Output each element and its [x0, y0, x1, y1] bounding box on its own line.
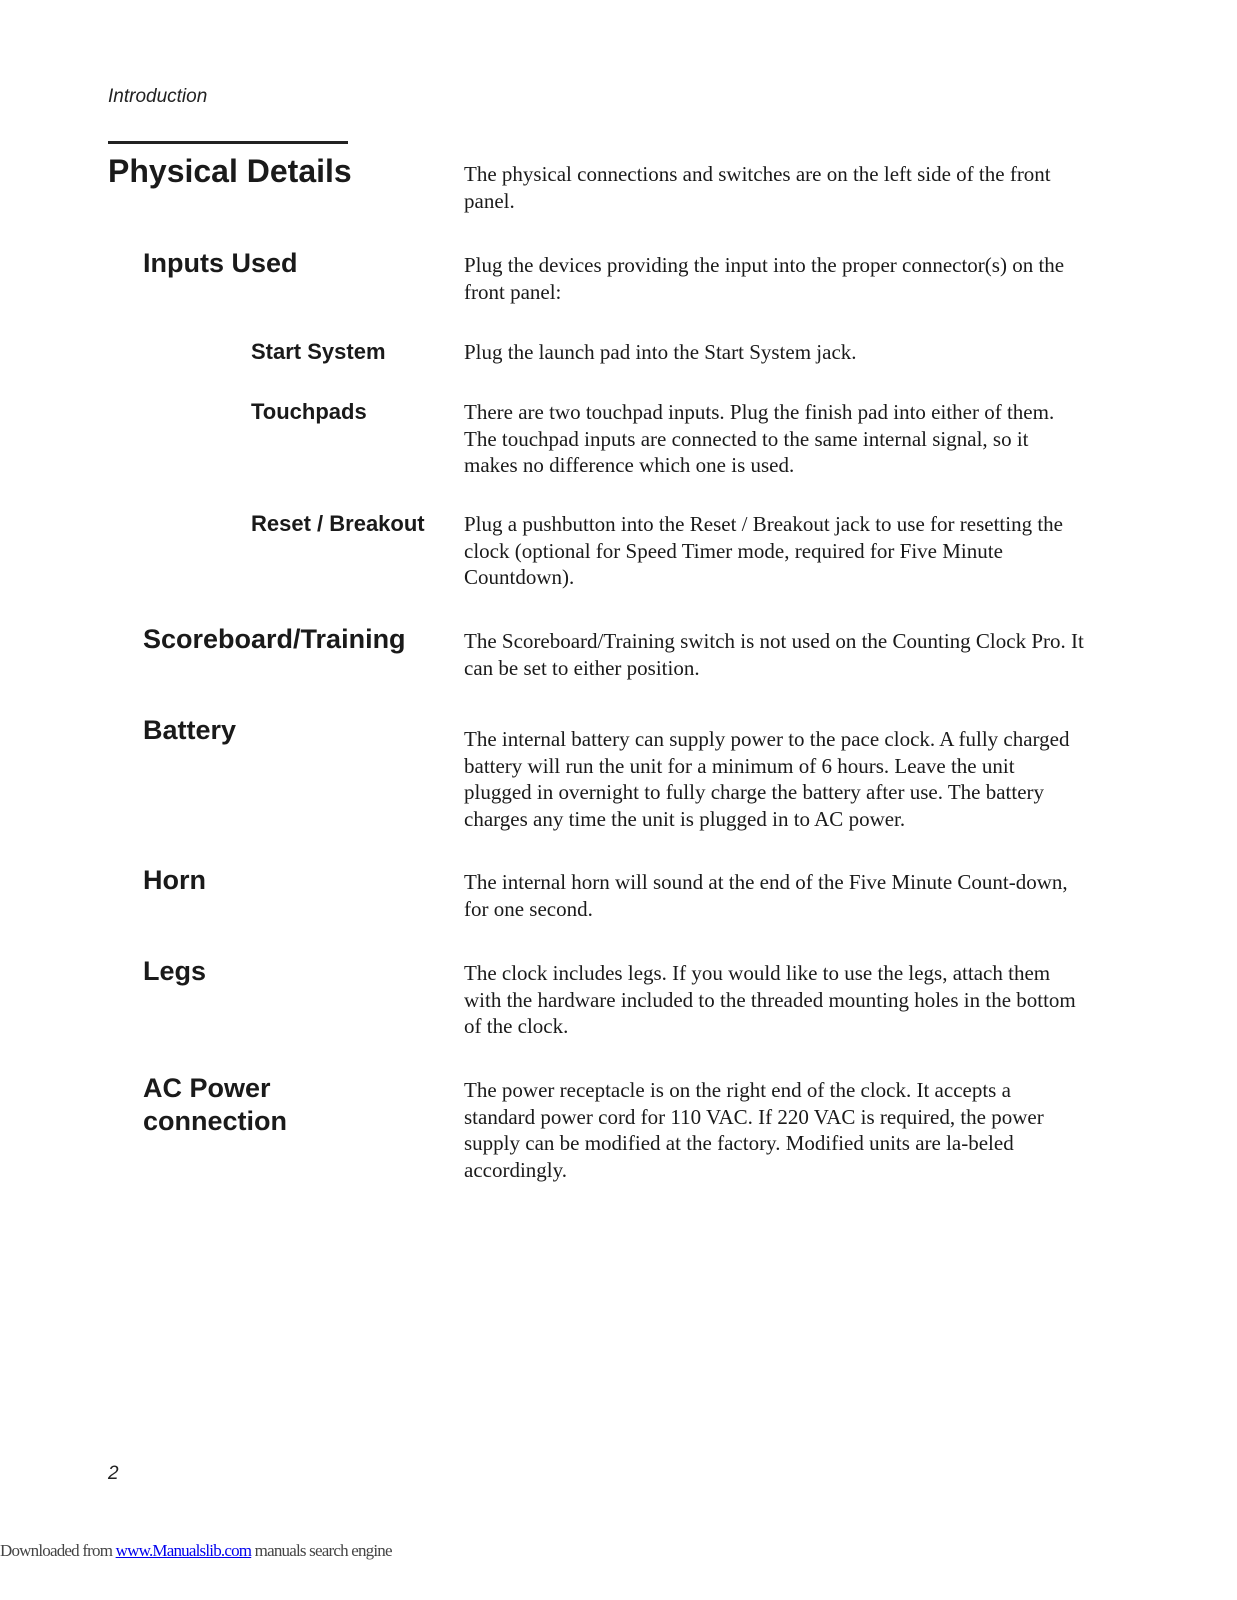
footer-prefix: Downloaded from [0, 1541, 116, 1560]
running-header: Introduction [108, 86, 208, 107]
heading-ac-power-line2: connection [143, 1106, 288, 1136]
text-scoreboard-training: The Scoreboard/Training switch is not used on the Counting Clock Pro. It can be set to either position. [464, 629, 1084, 680]
text-ac-power: The power receptacle is on the right end of the clock. It accepts a standard power cord for 110 VAC. If 220 VAC is required, the power supply can be modified at the factory. Modified units are la-beled accordingly. [464, 1078, 1044, 1182]
text-legs: The clock includes legs. If you would like to use the legs, attach them with the hardware included to the threaded mounting holes in the bottom of the clock. [464, 961, 1076, 1038]
page-title: Physical Details [108, 153, 352, 189]
heading-scoreboard-training: Scoreboard/Training [143, 624, 406, 654]
intro-text: The physical connections and switches are on the left side of the front panel. [464, 162, 1051, 213]
heading-reset-breakout: Reset / Breakout [251, 511, 425, 536]
heading-legs: Legs [143, 956, 207, 986]
text-start-system: Plug the launch pad into the Start System jack. [464, 340, 857, 364]
text-touchpads: There are two touchpad inputs. Plug the finish pad into either of them. The touchpad inputs are connected to the same internal signal, so it makes no difference which one is used. [464, 400, 1055, 477]
text-battery: The internal battery can supply power to the pace clock. A fully charged battery will run the unit for a minimum of 6 hours. Leave the unit plugged in overnight to fully charge the battery after use. The battery charges any time the unit is plugged in to AC power. [464, 727, 1070, 831]
heading-horn: Horn [143, 865, 206, 895]
heading-start-system: Start System [251, 339, 386, 364]
title-rule [108, 141, 348, 144]
text-horn: The internal horn will sound at the end of the Five Minute Count-down, for one second. [464, 870, 1068, 921]
text-reset-breakout: Plug a pushbutton into the Reset / Breakout jack to use for resetting the clock (optional for Speed Timer mode, required for Five Minute Countdown). [464, 512, 1063, 589]
heading-inputs-used: Inputs Used [143, 248, 298, 278]
heading-battery: Battery [143, 715, 237, 745]
text-inputs-used: Plug the devices providing the input into the proper connector(s) on the front panel: [464, 253, 1065, 304]
footer-suffix: manuals search engine [251, 1541, 392, 1560]
heading-touchpads: Touchpads [251, 399, 367, 424]
download-footer [0, 1541, 392, 1561]
page-number: 2 [108, 1463, 119, 1484]
manualslib-link[interactable]: www.Manualslib.com [115, 1541, 252, 1560]
heading-ac-power-line1: AC Power [143, 1073, 271, 1103]
